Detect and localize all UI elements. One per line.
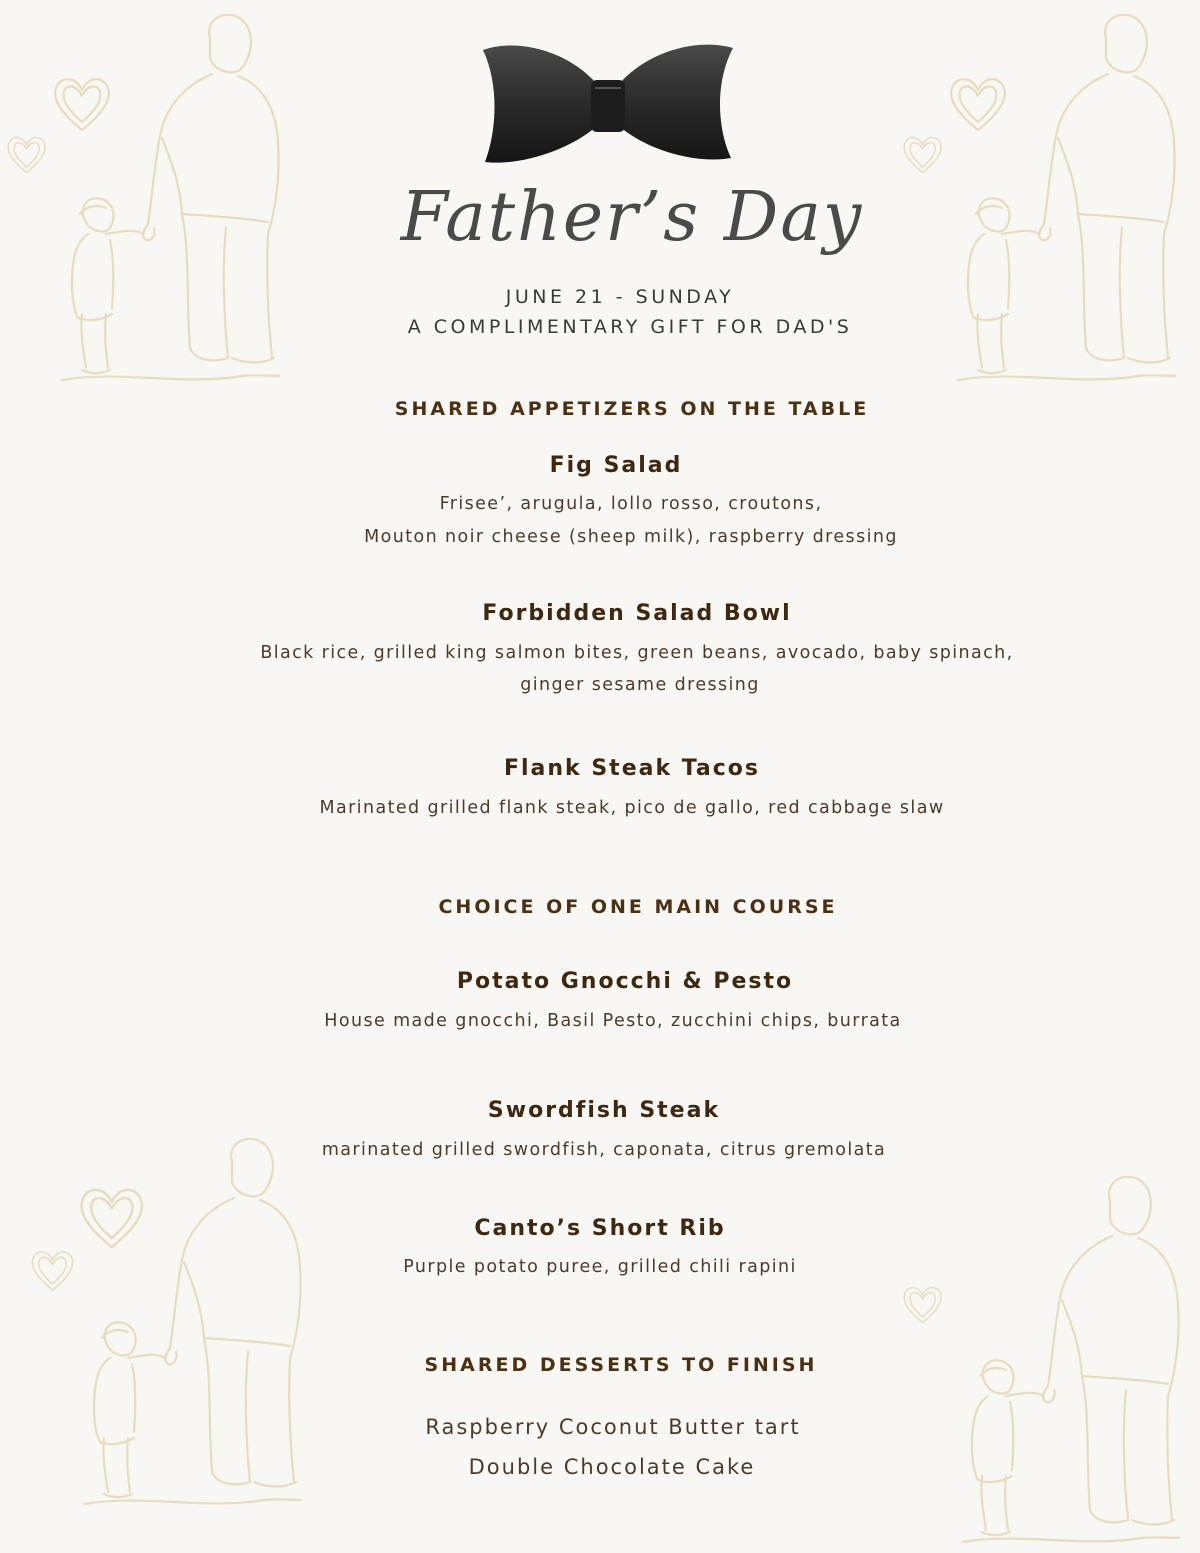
dessert-item: Raspberry Coconut Butter tart: [425, 1415, 801, 1439]
heart-outline-icon: [902, 134, 946, 178]
dish-name: Swordfish Steak: [487, 1098, 721, 1123]
dish-description: Mouton noir cheese (sheep milk), raspberry dressing: [364, 527, 898, 547]
page-title: Father’s Day: [400, 178, 864, 257]
heart-outline-icon: [902, 1284, 946, 1328]
appetizers-heading: SHARED APPETIZERS ON THE TABLE: [394, 398, 870, 420]
dish-description: Frisee’, arugula, lollo rosso, croutons,: [439, 494, 823, 514]
dish-description: Marinated grilled flank steak, pico de gallo, red cabbage slaw: [319, 798, 945, 818]
heart-outline-icon: [52, 74, 116, 138]
dish-description: House made gnocchi, Basil Pesto, zucchini chips, burrata: [324, 1011, 902, 1031]
mains-heading: CHOICE OF ONE MAIN COURSE: [438, 896, 838, 918]
dish-description: ginger sesame dressing: [520, 675, 760, 695]
dessert-item: Double Chocolate Cake: [468, 1455, 756, 1479]
dish-description: Purple potato puree, grilled chili rapini: [403, 1257, 797, 1277]
event-date: JUNE 21 - SUNDAY: [505, 286, 735, 308]
dish-name: Flank Steak Tacos: [503, 756, 761, 781]
dish-name: Potato Gnocchi & Pesto: [456, 969, 794, 994]
gift-note: A COMPLIMENTARY GIFT FOR DAD'S: [407, 316, 853, 338]
dish-name: Fig Salad: [549, 453, 683, 478]
heart-outline-icon: [6, 134, 50, 178]
dish-name: Canto’s Short Rib: [474, 1216, 726, 1241]
bowtie-icon: [477, 40, 739, 170]
dish-description: Black rice, grilled king salmon bites, green beans, avocado, baby spinach,: [260, 643, 1014, 663]
dish-description: marinated grilled swordfish, caponata, citrus gremolata: [321, 1140, 887, 1160]
desserts-heading: SHARED DESSERTS TO FINISH: [424, 1354, 818, 1376]
dish-name: Forbidden Salad Bowl: [482, 601, 792, 626]
heart-outline-icon: [948, 74, 1012, 138]
